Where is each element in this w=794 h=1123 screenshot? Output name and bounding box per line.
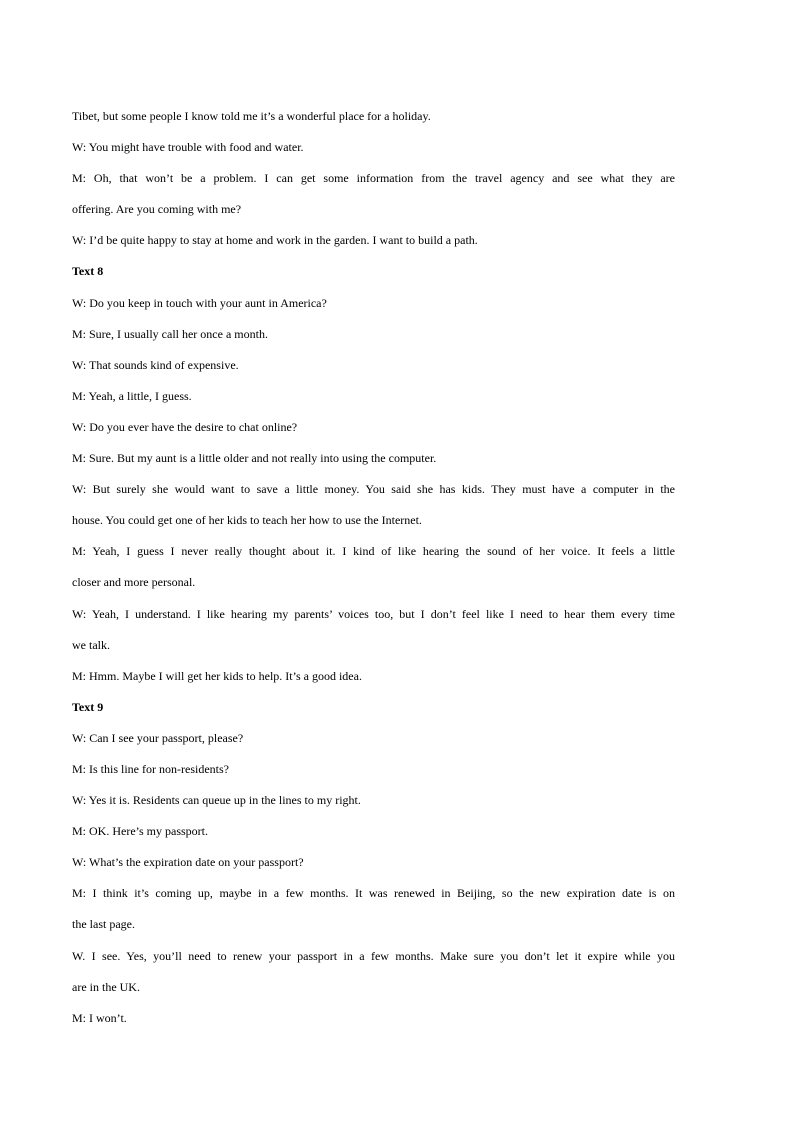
section-heading-text-9: Text 9 xyxy=(72,699,104,714)
paragraph-line: closer and more personal. xyxy=(72,575,196,590)
section-heading-text-8: Text 8 xyxy=(72,264,104,279)
paragraph-line: W: You might have trouble with food and water. xyxy=(72,140,304,155)
paragraph-line: W: Yeah, I understand. I like hearing my parents’ voices too, but I don’t feel like I need to hear them every time xyxy=(72,606,675,621)
paragraph-line: the last page. xyxy=(72,917,135,932)
paragraph-line: house. You could get one of her kids to teach her how to use the Internet. xyxy=(72,513,422,528)
paragraph-line: W: What’s the expiration date on your passport? xyxy=(72,855,304,870)
paragraph-line: W: I’d be quite happy to stay at home and work in the garden. I want to build a path. xyxy=(72,233,478,248)
paragraph-line: M: Hmm. Maybe I will get her kids to help. It’s a good idea. xyxy=(72,668,362,683)
paragraph-line: M: Is this line for non-residents? xyxy=(72,761,229,776)
paragraph-line: W: Do you ever have the desire to chat online? xyxy=(72,419,298,434)
paragraph-line: Tibet, but some people I know told me it’s a wonderful place for a holiday. xyxy=(72,109,431,123)
paragraph-line: W. I see. Yes, you’ll need to renew your passport in a few months. Make sure you don’t let it expire while you xyxy=(72,948,675,963)
paragraph-line: W: Do you keep in touch with your aunt in America? xyxy=(72,295,327,310)
paragraph-line: W: Yes it is. Residents can queue up in the lines to my right. xyxy=(72,793,361,808)
paragraph-line: offering. Are you coming with me? xyxy=(72,202,242,217)
paragraph-line: M: I think it’s coming up, maybe in a few months. It was renewed in Beijing, so the new expiration date is on xyxy=(72,886,675,901)
paragraph-line: M: I won’t. xyxy=(72,1010,127,1025)
paragraph-line: M: Sure. But my aunt is a little older and not really into using the computer. xyxy=(72,451,437,466)
paragraph-line: we talk. xyxy=(72,637,110,652)
paragraph-line: W: But surely she would want to save a little money. You said she has kids. They must have a computer in the xyxy=(72,482,675,497)
paragraph-line: W: That sounds kind of expensive. xyxy=(72,357,239,372)
paragraph-line: W: Can I see your passport, please? xyxy=(72,730,244,745)
paragraph-line: M: Yeah, a little, I guess. xyxy=(72,388,192,403)
paragraph-line: M: Oh, that won’t be a problem. I can get some information from the travel agency and see what they are xyxy=(72,171,675,186)
paragraph-line: are in the UK. xyxy=(72,979,140,994)
document-body xyxy=(72,101,675,1034)
paragraph-line: M: OK. Here’s my passport. xyxy=(72,824,208,839)
paragraph-line: M: Sure, I usually call her once a month. xyxy=(72,326,268,341)
paragraph-line: M: Yeah, I guess I never really thought about it. I kind of like hearing the sound of her voice. It feels a little xyxy=(72,544,675,559)
